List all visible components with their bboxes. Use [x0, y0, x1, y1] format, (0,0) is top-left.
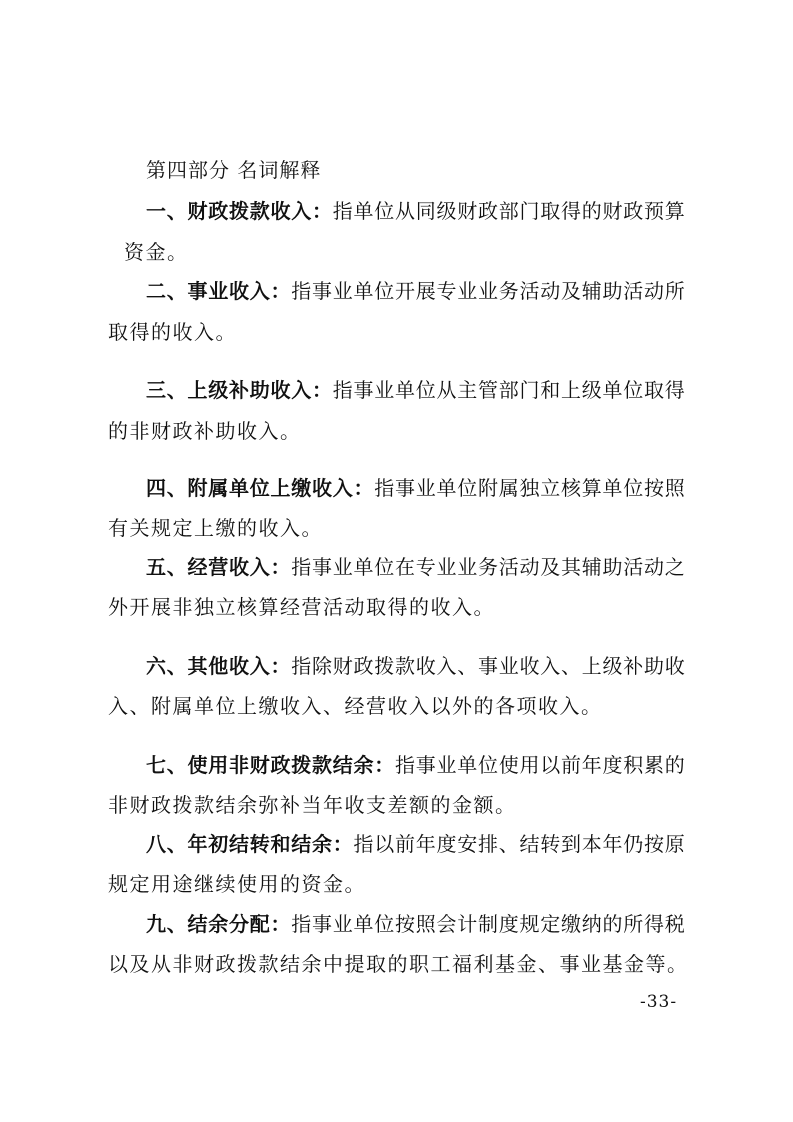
definition-item-3	[146, 378, 686, 402]
definition-item-1	[146, 199, 686, 223]
definition-continuation: 非财政拨款结余弥补当年收支差额的金额。	[108, 793, 517, 817]
term-label: 七、使用非财政拨款结余：	[146, 753, 395, 777]
definition-text: 指事业单位按照会计制度规定缴纳的所得税	[291, 912, 686, 936]
definition-item-6	[146, 654, 686, 678]
term-label: 一、财政拨款收入：	[146, 199, 333, 223]
definition-item-4	[146, 476, 686, 500]
section-heading: 第四部分 名词解释	[146, 158, 322, 182]
term-label: 九、结余分配：	[146, 912, 292, 936]
term-label: 四、附属单位上缴收入：	[146, 476, 375, 500]
definition-text: 指单位从同级财政部门取得的财政预算	[332, 199, 686, 223]
definition-continuation: 以及从非财政拨款结余中提取的职工福利基金、事业基金等。	[108, 952, 689, 976]
definition-text: 指除财政拨款收入、事业收入、上级补助收	[291, 654, 686, 678]
term-label: 五、经营收入：	[146, 555, 292, 579]
definition-item-9	[146, 912, 686, 936]
definition-continuation: 有关规定上缴的收入。	[108, 516, 323, 540]
definition-text: 指事业单位使用以前年度积累的	[395, 753, 686, 777]
term-label: 三、上级补助收入：	[146, 378, 333, 402]
definition-text: 指事业单位开展专业业务活动及辅助活动所	[291, 279, 686, 303]
definition-text: 指以前年度安排、结转到本年仍按原	[353, 832, 686, 856]
definition-continuation: 规定用途继续使用的资金。	[108, 872, 366, 896]
definition-continuation: 入、附属单位上缴收入、经营收入以外的各项收入。	[108, 694, 603, 718]
term-label: 二、事业收入：	[146, 279, 292, 303]
term-label: 八、年初结转和结余：	[146, 832, 354, 856]
definition-continuation: 的非财政补助收入。	[108, 419, 302, 443]
definition-continuation: 取得的收入。	[108, 320, 237, 344]
definition-item-2	[146, 279, 686, 303]
definition-text: 指事业单位附属独立核算单位按照	[374, 476, 686, 500]
definition-continuation: 资金。	[124, 240, 189, 264]
definition-item-5	[146, 555, 686, 579]
definition-item-8	[146, 832, 686, 856]
definition-item-7	[146, 753, 686, 777]
definition-continuation: 外开展非独立核算经营活动取得的收入。	[108, 595, 495, 619]
definition-text: 指事业单位在专业业务活动及其辅助活动之	[291, 555, 686, 579]
definition-text: 指事业单位从主管部门和上级单位取得	[332, 378, 686, 402]
page-number: -33-	[640, 992, 678, 1012]
term-label: 六、其他收入：	[146, 654, 292, 678]
